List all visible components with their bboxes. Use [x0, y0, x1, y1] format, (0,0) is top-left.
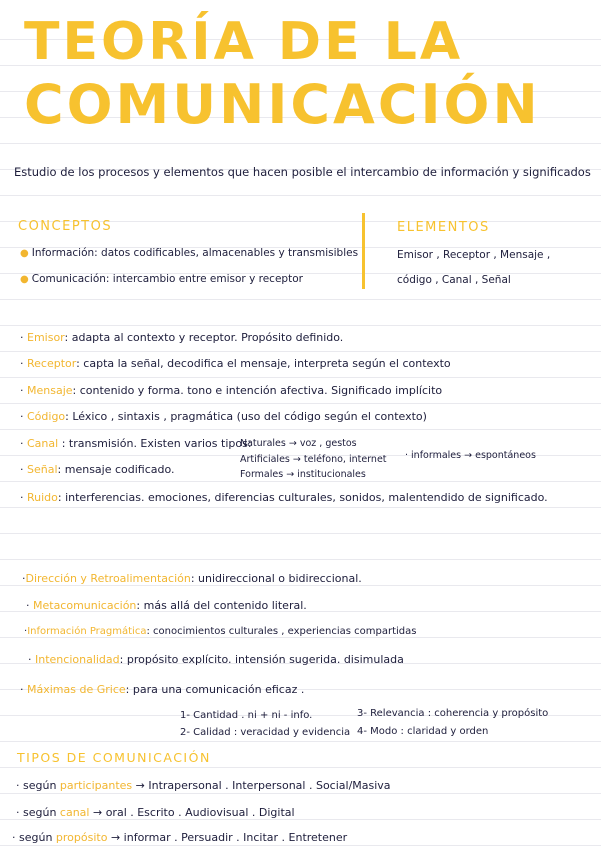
tipo-term: participantes — [59, 779, 133, 792]
tipo-text: → informar . Persuadir . Incitar . Entretener — [107, 831, 348, 844]
tipo-participantes — [16, 779, 391, 792]
concepto-term: Información — [31, 247, 95, 259]
concept-term: Información Pragmática — [27, 626, 147, 637]
element-text: : Léxico , sintaxis , pragmática (uso del código según el contexto) — [65, 410, 427, 423]
element-term: Canal — [27, 437, 59, 450]
title-line-1: TEORÍA DE LA — [24, 12, 464, 72]
grice-maxim-3: 3- Relevancia : coherencia y propósito — [357, 708, 549, 719]
concept-metacomunicacion: · Metacomunicación: más allá del contenido literal. — [26, 599, 307, 612]
concept-direccion: ·Dirección y Retroalimentación: unidireccional o bidireccional. — [22, 572, 362, 585]
concepto-term: Comunicación — [31, 273, 106, 285]
tipo-text: → oral . Escrito . Audiovisual . Digital — [89, 806, 295, 819]
concept-text: : para una comunicación eficaz . — [125, 683, 305, 696]
concept-intencionalidad: · Intencionalidad: propósito explícito. intensión sugerida. disimulada — [28, 653, 404, 666]
element-receptor: · Receptor: capta la señal, decodifica el mensaje, interpreta según el contexto — [20, 357, 451, 370]
element-ruido: · Ruido: interferencias. emociones, diferencias culturales, sonidos, malentendido de significado. — [20, 491, 548, 504]
tipo-prefix: · según — [16, 779, 60, 792]
elementos-line-2: código , Canal , Señal — [397, 274, 511, 286]
tipo-prefix: · según — [16, 806, 60, 819]
tipo-canal — [16, 806, 295, 819]
concepto-text: : datos codificables, almacenables y transmisibles — [94, 247, 359, 259]
element-term: Receptor — [27, 357, 77, 370]
element-text: : contenido y forma. tono e intención afectiva. Significado implícito — [72, 384, 443, 397]
tipo-prefix: · según — [12, 831, 56, 844]
element-emisor: · Emisor: adapta al contexto y receptor. Propósito definido. — [20, 331, 344, 344]
elementos-line-1: Emisor , Receptor , Mensaje , — [397, 249, 551, 261]
bullet-dot-icon: ● — [20, 274, 29, 285]
canal-informales: · informales → espontáneos — [405, 450, 536, 461]
tipos-header: TIPOS DE COMUNICACIÓN — [17, 750, 211, 765]
concepto-informacion — [20, 247, 358, 259]
grice-maxim-1: 1- Cantidad . ni + ni - info. — [180, 710, 313, 721]
concept-info-pragmatica: ·Información Pragmática: conocimientos culturales , experiencias compartidas — [24, 626, 417, 637]
title-line-2: COMUNICACIÓN — [24, 73, 541, 136]
grice-maxim-2: 2- Calidad : veracidad y evidencia — [180, 727, 351, 738]
concept-text: : unidireccional o bidireccional. — [190, 572, 362, 585]
concept-term: Máximas de Grice — [27, 683, 126, 696]
grice-maxim-4: 4- Modo : claridad y orden — [357, 726, 489, 737]
element-term: Código — [27, 410, 66, 423]
element-text: : capta la señal, decodifica el mensaje, interpreta según el contexto — [76, 357, 451, 370]
concept-text: : más allá del contenido literal. — [136, 599, 307, 612]
element-text: : adapta al contexto y receptor. Propósito definido. — [64, 331, 344, 344]
concept-text: : propósito explícito. intensión sugerida. disimulada — [119, 653, 404, 666]
bullet-dot-icon: ● — [20, 248, 29, 259]
element-text: : transmisión. Existen varios tipos: — [58, 437, 252, 450]
canal-artificiales: Artificiales → teléfono, internet — [240, 454, 387, 465]
concepto-text: : intercambio entre emisor y receptor — [105, 273, 303, 285]
tipo-text: → Intrapersonal . Interpersonal . Social/Masiva — [132, 779, 391, 792]
element-mensaje: · Mensaje: contenido y forma. tono e intención afectiva. Significado implícito — [20, 384, 443, 397]
element-term: Señal — [27, 463, 58, 476]
element-text: : mensaje codificado. — [57, 463, 175, 476]
element-term: Ruido — [27, 491, 58, 504]
element-codigo: · Código: Léxico , sintaxis , pragmática (uso del código según el contexto) — [20, 410, 427, 423]
element-term: Emisor — [27, 331, 65, 344]
canal-formales: Formales → institucionales — [240, 469, 366, 480]
conceptos-header: CONCEPTOS — [18, 219, 113, 234]
element-canal: · Canal : transmisión. Existen varios tipos: — [20, 437, 252, 450]
element-text: : interferencias. emociones, diferencias culturales, sonidos, malentendido de significado. — [57, 491, 548, 504]
concepto-comunicacion — [20, 273, 303, 285]
tipo-term: propósito — [55, 831, 108, 844]
concept-term: Intencionalidad — [35, 653, 120, 666]
canal-naturales: Naturales → voz , gestos — [240, 438, 357, 449]
element-senal: · Señal: mensaje codificado. — [20, 463, 175, 476]
concept-text: : conocimientos culturales , experiencias compartidas — [146, 626, 417, 637]
elementos-header: ELEMENTOS — [397, 220, 490, 235]
concept-term: Dirección y Retroalimentación — [25, 572, 191, 585]
subtitle: Estudio de los procesos y elementos que hacen posible el intercambio de información y significados — [14, 165, 591, 179]
element-term: Mensaje — [27, 384, 73, 397]
tipo-term: canal — [59, 806, 90, 819]
column-divider — [362, 213, 365, 289]
tipo-proposito — [12, 831, 347, 844]
concept-grice: · Máximas de Grice: para una comunicación eficaz . — [20, 683, 305, 696]
concept-term: Metacomunicación — [33, 599, 137, 612]
